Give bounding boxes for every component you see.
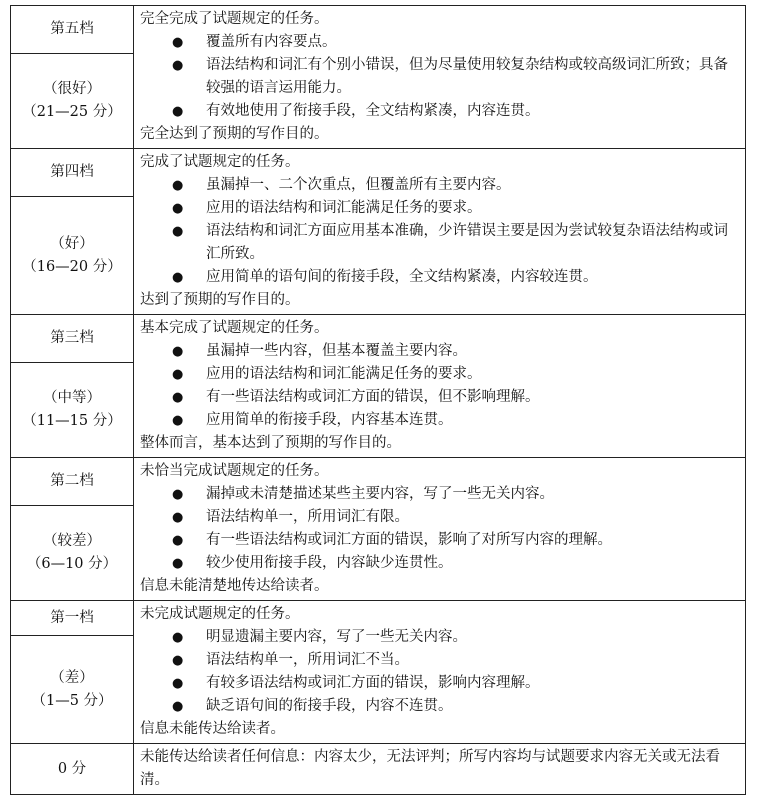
level-score-cell bbox=[11, 363, 134, 458]
level-row bbox=[11, 601, 746, 636]
criteria-text: 较少使用衔接手段，内容缺少连贯性。 bbox=[206, 555, 453, 571]
criteria-item bbox=[140, 340, 739, 363]
zero-score-label-cell bbox=[11, 744, 134, 795]
level-score-range: （21—25 分） bbox=[22, 104, 122, 120]
criteria-item bbox=[140, 529, 739, 552]
level-intro: 未完成试题规定的任务。 bbox=[140, 606, 300, 622]
level-score-cell bbox=[11, 636, 134, 744]
level-name: 第四档 bbox=[50, 164, 94, 180]
bullet-icon: ● bbox=[172, 487, 184, 502]
criteria-text: 覆盖所有内容要点。 bbox=[206, 34, 337, 50]
level-quality: （很好） bbox=[43, 81, 101, 97]
level-intro: 未恰当完成试题规定的任务。 bbox=[140, 463, 329, 479]
criteria-text: 有较多语法结构或词汇方面的错误，影响内容理解。 bbox=[206, 675, 540, 691]
criteria-text: 应用的语法结构和词汇能满足任务的要求。 bbox=[206, 200, 482, 216]
level-description-cell bbox=[134, 6, 746, 149]
criteria-item bbox=[140, 174, 739, 197]
criteria-item bbox=[140, 409, 739, 432]
rubric-body bbox=[11, 6, 746, 795]
level-name-cell bbox=[11, 6, 134, 54]
bullet-icon: ● bbox=[172, 270, 184, 285]
level-summary: 信息未能清楚地传达给读者。 bbox=[140, 578, 329, 594]
bullet-icon: ● bbox=[172, 104, 184, 119]
bullet-icon: ● bbox=[172, 224, 184, 239]
level-name: 第一档 bbox=[50, 609, 94, 626]
level-quality: （差） bbox=[50, 669, 94, 686]
bullet-icon: ● bbox=[172, 510, 184, 525]
level-name-cell bbox=[11, 458, 134, 506]
criteria-item bbox=[140, 363, 739, 386]
criteria-text: 虽漏掉一些内容，但基本覆盖主要内容。 bbox=[206, 343, 467, 359]
bullet-icon: ● bbox=[172, 699, 184, 714]
criteria-list bbox=[140, 31, 739, 123]
level-score-cell bbox=[11, 506, 134, 601]
criteria-item bbox=[140, 31, 739, 54]
criteria-item bbox=[140, 695, 739, 718]
zero-score-row bbox=[11, 744, 746, 795]
level-row bbox=[11, 149, 746, 197]
bullet-icon: ● bbox=[172, 653, 184, 668]
criteria-text: 有一些语法结构或词汇方面的错误，影响了对所写内容的理解。 bbox=[206, 532, 612, 548]
zero-score-description: 未能传达给读者任何信息：内容太少，无法评判；所写内容均与试题要求内容无关或无法看清。 bbox=[140, 749, 720, 788]
scoring-rubric-table bbox=[10, 5, 746, 795]
criteria-text: 缺乏语句间的衔接手段，内容不连贯。 bbox=[206, 698, 453, 714]
criteria-text: 漏掉或未清楚描述某些主要内容，写了一些无关内容。 bbox=[206, 486, 554, 502]
criteria-item bbox=[140, 483, 739, 506]
criteria-list bbox=[140, 340, 739, 432]
bullet-icon: ● bbox=[172, 58, 184, 73]
level-row bbox=[11, 458, 746, 506]
criteria-text: 明显遗漏主要内容，写了一些无关内容。 bbox=[206, 629, 467, 645]
level-quality: （较差） bbox=[43, 533, 101, 549]
criteria-list bbox=[140, 483, 739, 575]
level-name: 第三档 bbox=[50, 330, 94, 346]
bullet-icon: ● bbox=[172, 630, 184, 645]
level-score-cell bbox=[11, 54, 134, 149]
level-description-cell bbox=[134, 315, 746, 458]
criteria-text: 应用简单的衔接手段，内容基本连贯。 bbox=[206, 412, 453, 428]
criteria-text: 语法结构和词汇方面应用基本准确，少许错误主要是因为尝试较复杂语法结构或词汇所致。 bbox=[206, 223, 728, 262]
criteria-item bbox=[140, 100, 739, 123]
criteria-text: 应用的语法结构和词汇能满足任务的要求。 bbox=[206, 366, 482, 382]
criteria-item bbox=[140, 552, 739, 575]
criteria-item bbox=[140, 649, 739, 672]
level-intro: 完全完成了试题规定的任务。 bbox=[140, 11, 329, 27]
level-score-range: （16—20 分） bbox=[22, 258, 122, 275]
level-quality: （好） bbox=[50, 235, 94, 252]
level-name-cell bbox=[11, 149, 134, 197]
criteria-text: 语法结构单一，所用词汇不当。 bbox=[206, 652, 409, 668]
criteria-text: 语法结构和词汇有个别小错误，但为尽量使用较复杂结构或较高级词汇所致；具备较强的语言运用能力。 bbox=[206, 57, 728, 96]
level-name-cell bbox=[11, 601, 134, 636]
criteria-item bbox=[140, 672, 739, 695]
level-summary: 整体而言，基本达到了预期的写作目的。 bbox=[140, 435, 401, 451]
bullet-icon: ● bbox=[172, 390, 184, 405]
criteria-item bbox=[140, 626, 739, 649]
criteria-list bbox=[140, 174, 739, 289]
level-score-range: （6—10 分） bbox=[26, 556, 118, 572]
level-name-cell bbox=[11, 315, 134, 363]
criteria-text: 虽漏掉一、二个次重点，但覆盖所有主要内容。 bbox=[206, 177, 511, 193]
level-summary: 达到了预期的写作目的。 bbox=[140, 292, 300, 308]
level-intro: 基本完成了试题规定的任务。 bbox=[140, 320, 329, 336]
level-name: 第五档 bbox=[50, 21, 94, 37]
level-row bbox=[11, 315, 746, 363]
level-summary: 信息未能传达给读者。 bbox=[140, 721, 285, 737]
criteria-item bbox=[140, 220, 739, 266]
criteria-item bbox=[140, 266, 739, 289]
level-summary: 完全达到了预期的写作目的。 bbox=[140, 126, 329, 142]
bullet-icon: ● bbox=[172, 367, 184, 382]
bullet-icon: ● bbox=[172, 556, 184, 571]
bullet-icon: ● bbox=[172, 344, 184, 359]
criteria-item bbox=[140, 197, 739, 220]
level-quality: （中等） bbox=[43, 390, 101, 406]
bullet-icon: ● bbox=[172, 533, 184, 548]
level-row bbox=[11, 6, 746, 54]
bullet-icon: ● bbox=[172, 201, 184, 216]
level-name: 第二档 bbox=[50, 473, 94, 489]
criteria-text: 语法结构单一，所用词汇有限。 bbox=[206, 509, 409, 525]
level-score-cell bbox=[11, 197, 134, 315]
bullet-icon: ● bbox=[172, 676, 184, 691]
zero-score-label: 0 分 bbox=[57, 760, 87, 777]
criteria-item bbox=[140, 386, 739, 409]
level-score-range: （11—15 分） bbox=[22, 413, 122, 429]
criteria-list bbox=[140, 626, 739, 718]
criteria-text: 有效地使用了衔接手段，全文结构紧凑，内容连贯。 bbox=[206, 103, 540, 119]
bullet-icon: ● bbox=[172, 413, 184, 428]
level-description-cell bbox=[134, 458, 746, 601]
bullet-icon: ● bbox=[172, 178, 184, 193]
criteria-item bbox=[140, 54, 739, 100]
criteria-text: 有一些语法结构或词汇方面的错误，但不影响理解。 bbox=[206, 389, 540, 405]
level-description-cell bbox=[134, 149, 746, 315]
level-description-cell bbox=[134, 601, 746, 744]
criteria-item bbox=[140, 506, 739, 529]
bullet-icon: ● bbox=[172, 35, 184, 50]
criteria-text: 应用简单的语句间的衔接手段，全文结构紧凑，内容较连贯。 bbox=[206, 269, 598, 285]
zero-score-description-cell bbox=[134, 744, 746, 795]
level-score-range: （1—5 分） bbox=[31, 692, 113, 709]
level-intro: 完成了试题规定的任务。 bbox=[140, 154, 300, 170]
